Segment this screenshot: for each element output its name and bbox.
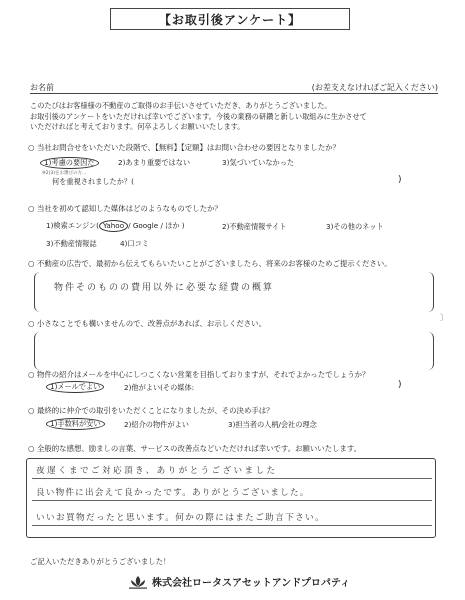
question-5 bbox=[28, 369, 369, 380]
lotus-logo-icon bbox=[128, 575, 148, 589]
q6-option-3[interactable]: 3)担当者の人柄/会社の理念 bbox=[228, 420, 317, 429]
q2-option-1[interactable] bbox=[46, 220, 185, 232]
q1-close-bracket: ) bbox=[398, 175, 402, 185]
q6-option-1-label: 1)手数料が安い bbox=[46, 418, 105, 430]
thanks-text: ご記入いただきありがとうございました！ bbox=[30, 557, 171, 566]
q5-option-2[interactable]: 2)他がよい(その媒体: bbox=[124, 383, 195, 392]
q1-option-3[interactable]: 3)気づいていなかった bbox=[222, 158, 295, 167]
q4-answer-box[interactable] bbox=[34, 332, 434, 370]
q2-option-4[interactable]: 3)不動産情報誌 bbox=[46, 239, 97, 248]
question-4-text: 小さなことでも構いませんので、改善点があれば、お示しください。 bbox=[37, 319, 266, 328]
question-6-text: 最終的に仲介での取引をいただくことになりましたが、その決め手は？ bbox=[37, 406, 274, 415]
question-4 bbox=[28, 318, 266, 329]
question-2-text: 当社を初めて認知した媒体はどのようなものでしたか？ bbox=[37, 204, 222, 213]
q2-option-5[interactable]: 4)口コミ bbox=[120, 239, 149, 248]
q7-rule-3 bbox=[32, 525, 432, 526]
q1-option-1-label: 1)考慮の要因だ bbox=[40, 157, 99, 169]
name-field[interactable] bbox=[30, 93, 438, 94]
question-1 bbox=[28, 142, 340, 153]
intro-line-3: いただければと考えております。何卒よろしくお願いいたします。 bbox=[30, 122, 245, 131]
intro-text bbox=[30, 101, 438, 133]
question-1-text: 当社お問合せをいただいた段階で、【無料】【定額】はお問い合わせの要因となりましたか？ bbox=[37, 143, 340, 152]
q7-handwritten-line-2: 良い物件に出会えて良かったです。ありがとうございました。 bbox=[36, 488, 310, 498]
q5-close-bracket: ) bbox=[398, 380, 402, 390]
intro-line-2: お取引後のアンケートをいただければ幸いでございます。今後の業務の研鑽と新しい取組みに生かさせて bbox=[30, 111, 367, 121]
company-name bbox=[128, 574, 350, 589]
q7-handwritten-line-1: 夜遅くまでご対応頂き、ありがとうございました bbox=[36, 466, 278, 476]
q1-follow-up: 何を重視されましたか？( bbox=[52, 177, 134, 186]
bullet-icon: ○ bbox=[28, 259, 35, 268]
q5-option-1-label: 1)メールでよい bbox=[46, 381, 104, 393]
name-label: お名前 bbox=[30, 83, 54, 92]
margin-mark: 〕 bbox=[440, 313, 448, 322]
question-7-text: 全般的な感想、励ましの言葉、サービスの改善点などいただければ幸いです。お願いいたします。 bbox=[37, 444, 362, 453]
bullet-icon: ○ bbox=[28, 444, 35, 453]
q1-option-1[interactable] bbox=[40, 157, 99, 169]
q2-option-1-rest: / Google / ほか ) bbox=[128, 221, 185, 230]
q7-rule-1 bbox=[32, 478, 432, 479]
q3-handwritten-answer: 物件そのものの費用以外に必要な経費の概算 bbox=[54, 283, 275, 293]
company-name-text: 株式会社ロータスアセットアンドプロパティ bbox=[152, 578, 351, 589]
q2-option-yahoo: Yahoo bbox=[99, 220, 128, 232]
question-3 bbox=[28, 258, 392, 269]
name-note: (お差支えなければご記入ください) bbox=[311, 83, 438, 92]
q6-option-1[interactable] bbox=[46, 418, 105, 430]
question-2 bbox=[28, 203, 222, 214]
q2-option-1-prefix: 1)検索エンジン( bbox=[46, 221, 99, 230]
q6-option-2[interactable]: 2)紹介の物件がよい bbox=[124, 420, 189, 429]
q2-option-2[interactable]: 2)不動産情報サイト bbox=[222, 222, 287, 231]
q1-option-2[interactable]: 2)あまり重要ではない bbox=[118, 158, 191, 167]
question-3-text: 不動産の広告で、最初から伝えてもらいたいことがございましたら、将来のお客様のためご提示ください。 bbox=[37, 259, 392, 268]
q1-small-note: ※2)3)をお選びの方… bbox=[42, 171, 87, 176]
page-title: 【お取引後アンケート】 bbox=[110, 8, 350, 30]
bullet-icon: ○ bbox=[28, 406, 35, 415]
q7-rule-2 bbox=[32, 500, 432, 501]
bullet-icon: ○ bbox=[28, 319, 35, 328]
q5-option-1[interactable] bbox=[46, 381, 104, 393]
bullet-icon: ○ bbox=[28, 204, 35, 213]
question-7 bbox=[28, 443, 361, 454]
q7-handwritten-line-3: いいお買物だったと思います。何かの際にはまたご助言下さい。 bbox=[36, 513, 326, 523]
bullet-icon: ○ bbox=[28, 143, 35, 152]
q2-option-3[interactable]: 3)その他のネット bbox=[326, 222, 384, 231]
intro-line-1: このたびはお客様様の不動産のご取得のお手伝いさせていただき、ありがとうございました。 bbox=[30, 101, 332, 110]
question-6 bbox=[28, 405, 274, 416]
question-5-text: 物件の紹介はメールを中心にしつこくない営業を目指しておりますが、それでよかったでしょうか？ bbox=[37, 370, 370, 379]
bullet-icon: ○ bbox=[28, 370, 35, 379]
